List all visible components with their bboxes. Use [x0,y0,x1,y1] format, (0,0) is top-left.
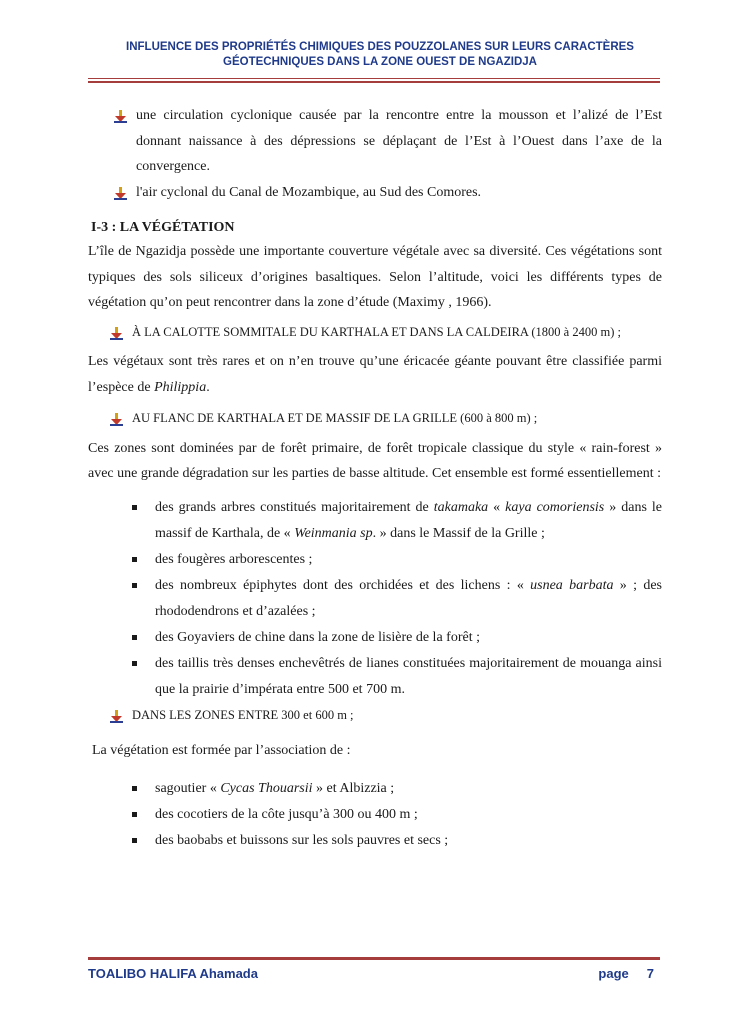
page-number: page 7 [598,966,654,981]
arrow-bullet-icon [114,184,127,210]
footer-rule [88,955,660,960]
square-bullet-icon [132,812,137,817]
zone-heading: DANS LES ZONES ENTRE 300 et 600 m ; [88,703,662,729]
paragraph: Les végétaux sont très rares et on n’en trouve qu’une éricacée géante pouvant être classifiée parmi l’espèce de Philippia. [88,354,662,395]
page-footer [88,966,660,981]
association-list [88,776,662,854]
header-line-1: INFLUENCE DES PROPRIÉTÉS CHIMIQUES DES POUZZOLANES SUR LEURS CARACTÈRES [126,41,634,53]
square-bullet-icon [132,786,137,791]
document-body [88,103,662,854]
list-item: des nombreux épiphytes dont des orchidées et des lichens : « usnea barbata » ; des rhododendrons et d’azalées ; [88,573,662,625]
list-item: des cocotiers de la côte jusqu’à 300 ou 400 m ; [88,802,662,828]
paragraph: L’île de Ngazidja possède une importante couverture végétale avec sa diversité. Ces végétations sont typiques des sols siliceux d’origines basaltiques. Selon l’altitude, voici les différents types de végétation qu’on peut rencontrer dans la zone d’étude (Maximy , 1966). [88,244,662,310]
forest-list [88,495,662,703]
intro-bullet: une circulation cyclonique causée par la rencontre entre la mousson et l’alizé de l’Est donnant naissance à des dépressions se déplaçant de l’Est à l’Ouest dans l’axe de la convergence. [88,103,662,180]
list-item: des grands arbres constitués majoritairement de takamaka « kaya comoriensis » dans le massif de Karthala, de « Weinmania sp. » dans le Massif de la Grille ; [88,495,662,547]
arrow-bullet-icon [110,324,123,350]
header-line-2: GÉOTECHNIQUES DANS LA ZONE OUEST DE NGAZIDJA [223,56,537,68]
square-bullet-icon [132,583,137,588]
square-bullet-icon [132,557,137,562]
zone-heading: À LA CALOTTE SOMMITALE DU KARTHALA ET DANS LA CALDEIRA (1800 à 2400 m) ; [88,320,662,346]
list-item: des baobabs et buissons sur les sols pauvres et secs ; [88,828,662,854]
list-item: des fougères arborescentes ; [88,547,662,573]
paragraph: Ces zones sont dominées par de forêt primaire, de forêt tropicale classique du style « rain-forest » avec une grande dégradation sur les parties de basse altitude. Cet ensemble est formé essentiellement : [88,440,662,481]
arrow-bullet-icon [110,707,123,733]
header-rule [88,78,660,83]
intro-bullet: l'air cyclonal du Canal de Mozambique, au Sud des Comores. [88,180,662,206]
page-header [80,40,680,70]
square-bullet-icon [132,838,137,843]
list-item: des Goyaviers de chine dans la zone de lisière de la forêt ; [88,625,662,651]
square-bullet-icon [132,635,137,640]
arrow-bullet-icon [110,410,123,436]
footer-author: TOALIBO HALIFA Ahamada [88,966,258,981]
list-item: des taillis très denses enchevêtrés de lianes constituées majoritairement de mouanga ainsi que la prairie d’impérata entre 500 et 700 m. [88,651,662,703]
list-item: sagoutier « Cycas Thouarsii » et Albizzia ; [88,776,662,802]
square-bullet-icon [132,661,137,666]
section-title: I-3 : LA VÉGÉTATION [91,220,235,235]
paragraph: La végétation est formée par l’association de : [92,743,351,758]
zone-heading: AU FLANC DE KARTHALA ET DE MASSIF DE LA GRILLE (600 à 800 m) ; [88,406,662,432]
arrow-bullet-icon [114,107,127,133]
square-bullet-icon [132,505,137,510]
